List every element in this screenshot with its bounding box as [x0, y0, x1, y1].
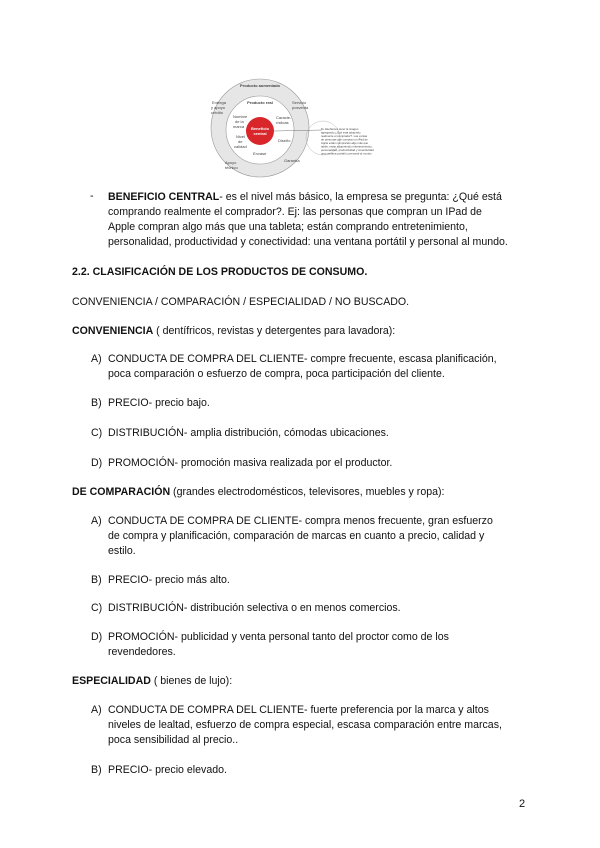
comparacion-a-letter: A) — [91, 515, 102, 527]
label-servicio-1: Servicio — [292, 100, 307, 105]
conveniencia-c-letter: C) — [91, 427, 103, 439]
comparacion-d-line-1: PROMOCIÓN- publicidad y venta personal tanto del proctor como de los — [108, 631, 449, 643]
conveniencia-b-letter: B) — [91, 397, 102, 409]
middle-ring-label: Producto real — [247, 100, 273, 105]
beneficio-line-1-rest: - es el nivel más básico, la empresa se pregunta: ¿Qué está — [219, 191, 502, 203]
label-nivel-3: calidad — [234, 144, 247, 149]
conveniencia-c-line-1: DISTRIBUCIÓN- amplia distribución, cómodas ubicaciones. — [108, 427, 389, 439]
section-heading: 2.2. CLASIFICACIÓN DE LOS PRODUCTOS DE CONSUMO. — [72, 266, 368, 278]
figure-caption — [321, 127, 374, 156]
comparacion-b-letter: B) — [91, 574, 102, 586]
label-nombre-2: de la — [235, 119, 244, 124]
label-nivel-2: de — [238, 139, 243, 144]
conveniencia-a-line-2: poca comparación o esfuerzo de compra, poca participación del cliente. — [108, 368, 445, 380]
comparacion-b-line-1: PRECIO- precio más alto. — [108, 574, 230, 586]
comparacion-c-line-1: DISTRIBUCIÓN- distribución selectiva o en menos comercios. — [108, 602, 401, 614]
especialidad-b-letter: B) — [91, 764, 102, 776]
label-garantia: Garantía — [284, 158, 300, 163]
conveniencia-a-line-1: CONDUCTA DE COMPRA DEL CLIENTE- compre frecuente, escasa planificación, — [108, 353, 497, 365]
label-caract-1: Caracte- — [276, 115, 292, 120]
comparacion-a-line-3: estilo. — [108, 545, 136, 557]
especialidad-a-line-2: niveles de lealtad, esfuerzo de compra especial, escasa comparación entre marcas, — [108, 719, 502, 731]
caption-line-1: Te diseñamos tener la imagen — [321, 127, 359, 131]
outer-ring-label: Producto aumentado — [239, 83, 281, 88]
label-entrega-1: Entrega — [212, 100, 227, 105]
especialidad-b-line-1: PRECIO- precio elevado. — [108, 764, 227, 776]
conveniencia-b-line-1: PRECIO- precio bajo. — [108, 397, 210, 409]
conveniencia-subtitle: ( dentífricos, revistas y detergentes para lavadora): — [153, 325, 396, 337]
caption-line-2: agregando ¿Qué está adquirido — [321, 130, 361, 135]
label-envase: Envase — [253, 151, 267, 156]
label-apoyo-2: técnico — [225, 165, 238, 170]
caption-line-4: de personas que compran un iPad de — [321, 137, 368, 142]
caption-line-5: Apple están comprando algo más que — [321, 141, 369, 145]
label-entrega-3: crédito — [211, 110, 224, 115]
caption-line-8: una ventana portátil y personal al mundo — [321, 151, 372, 156]
page-number: 2 — [519, 798, 526, 810]
label-apoyo-1: Apoyo — [225, 160, 237, 165]
label-nombre-1: Nombre — [233, 114, 248, 119]
conveniencia-a-letter: A) — [91, 353, 102, 365]
bullet-dash: - — [90, 190, 94, 202]
comparacion-d-letter: D) — [91, 631, 103, 643]
comparacion-d-line-2: revendedores. — [108, 646, 176, 658]
conveniencia-title: CONVENIENCIA — [72, 325, 154, 337]
caption-line-6: tablet, están adquiriendo entretenimiento, — [321, 144, 373, 149]
comparacion-subtitle: (grandes electrodomésticos, televisores, muebles y ropa): — [170, 486, 445, 498]
label-nivel-1: Nivel — [236, 134, 245, 139]
beneficio-line-1 — [108, 190, 548, 205]
beneficio-line-2: comprando realmente el comprador?. Ej: las personas que compran un IPad de — [108, 206, 482, 218]
conveniencia-d-letter: D) — [91, 457, 103, 469]
especialidad-subtitle: ( bienes de lujo): — [150, 675, 233, 687]
comparacion-heading — [72, 485, 444, 500]
beneficio-line-4: personalidad, productividad y conectividad: una ventana portátil y personal al mundo. — [108, 236, 508, 248]
especialidad-heading — [72, 674, 232, 689]
conveniencia-heading — [72, 324, 395, 339]
especialidad-title: ESPECIALIDAD — [72, 675, 151, 687]
label-nombre-3: marca — [233, 124, 245, 129]
especialidad-a-line-3: poca sensibilidad al precio.. — [108, 734, 239, 746]
especialidad-a-letter: A) — [91, 704, 102, 716]
beneficio-line-3: Apple compran algo más que una tableta; están comprando entretenimiento, — [108, 221, 468, 233]
label-caract-2: rísticas — [276, 120, 289, 125]
conveniencia-d-line-1: PROMOCIÓN- promoción masiva realizada por el productor. — [108, 457, 393, 469]
label-entrega-2: y apoyo — [211, 105, 226, 110]
comparacion-a-line-2: de compra y planificación, comparación de marcas en cuanto a precio, calidad y — [108, 530, 485, 542]
comparacion-title: DE COMPARACIÓN — [72, 486, 171, 498]
core-label-2: central — [253, 131, 267, 136]
label-servicio-2: posventa — [292, 105, 309, 110]
categories-line: CONVENIENCIA / COMPARACIÓN / ESPECIALIDAD / NO BUSCADO. — [72, 296, 410, 308]
especialidad-a-line-1: CONDUCTA DE COMPRA DEL CLIENTE- fuerte preferencia por la marca y altos — [108, 704, 489, 716]
caption-line-7: personalidad, productividad y conectividad — [321, 148, 374, 152]
core-label-1: Beneficio — [250, 126, 270, 131]
caption-line-3: realmente el comprador?. Las ventas — [321, 134, 368, 138]
label-diseno: Diseño — [278, 138, 291, 143]
comparacion-a-line-1: CONDUCTA DE COMPRA DE CLIENTE- compra menos frecuente, gran esfuerzo — [108, 515, 493, 527]
beneficio-title: BENEFICIO CENTRAL — [108, 191, 220, 203]
comparacion-c-letter: C) — [91, 602, 103, 614]
product-levels-diagram — [200, 78, 390, 178]
